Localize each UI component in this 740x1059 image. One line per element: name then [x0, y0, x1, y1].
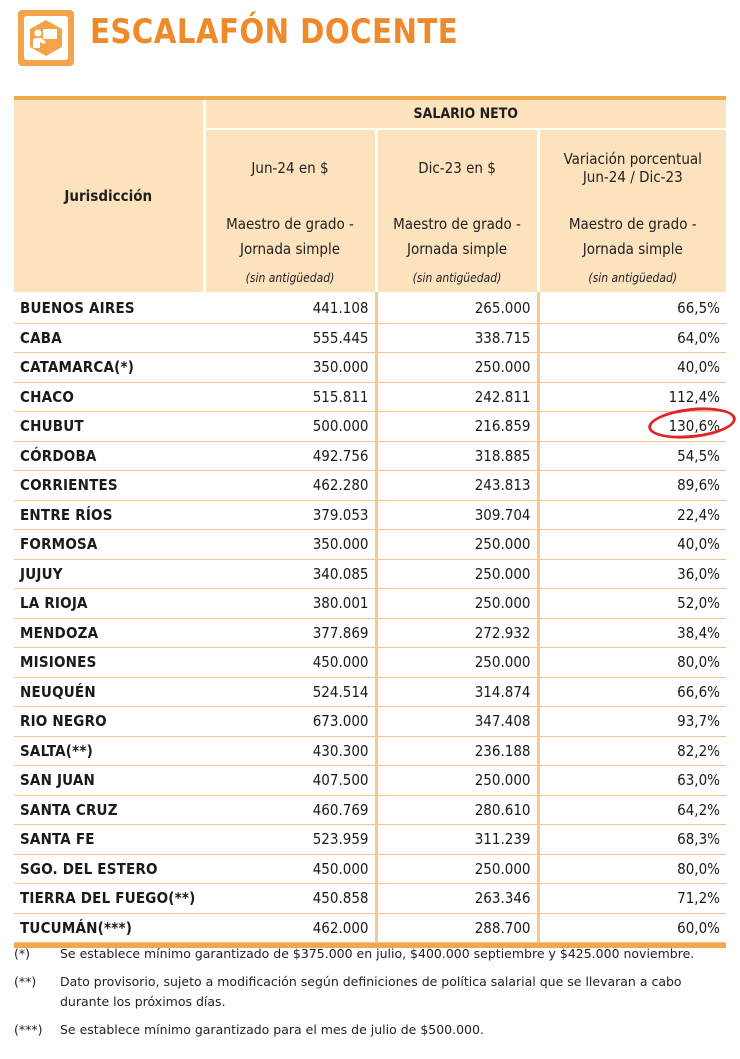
footnote-text: Se establece mínimo garantizado de $375.000 en julio, $400.000 septiembre y $425.000 noviembre.	[60, 946, 695, 961]
jun24-column-subheader: Maestro de grado - Jornada simple (sin antigüedad)	[204, 206, 376, 292]
dic23-salary-cell: 314.874	[376, 677, 538, 707]
net-salary-header: SALARIO NETO	[204, 100, 726, 129]
jurisdiction-cell: RIO NEGRO	[14, 707, 204, 737]
jun24-salary-cell: 441.108	[204, 292, 376, 323]
dic23-salary-cell: 250.000	[376, 648, 538, 678]
dic23-column-header: Dic-23 en $	[376, 129, 538, 206]
table-row	[14, 559, 726, 589]
variation-cell: 80,0%	[538, 854, 726, 884]
footnote-text: Se establece mínimo garantizado para el mes de julio de $500.000.	[60, 1022, 484, 1037]
dic23-salary-cell: 347.408	[376, 707, 538, 737]
jun24-salary-cell: 500.000	[204, 412, 376, 442]
dic23-salary-cell: 250.000	[376, 530, 538, 560]
jun24-salary-cell: 460.769	[204, 795, 376, 825]
variation-cell: 66,5%	[538, 292, 726, 323]
variation-column-header: Variación porcentual Jun-24 / Dic-23	[538, 129, 726, 206]
footnote	[14, 944, 726, 964]
variation-cell: 66,6%	[538, 677, 726, 707]
jurisdiction-header: Jurisdicción	[14, 100, 204, 292]
jurisdiction-cell: CABA	[14, 323, 204, 353]
table-row	[14, 677, 726, 707]
variation-cell: 80,0%	[538, 648, 726, 678]
table-header	[14, 100, 726, 292]
jun24-salary-cell: 555.445	[204, 323, 376, 353]
variation-cell: 112,4%	[538, 382, 726, 412]
variation-cell: 38,4%	[538, 618, 726, 648]
jurisdiction-cell: JUJUY	[14, 559, 204, 589]
jun24-salary-cell: 523.959	[204, 825, 376, 855]
jurisdiction-cell: MISIONES	[14, 648, 204, 678]
jurisdiction-cell: TUCUMÁN(***)	[14, 913, 204, 943]
page-header	[0, 0, 740, 80]
jurisdiction-cell: FORMOSA	[14, 530, 204, 560]
jun24-salary-cell: 673.000	[204, 707, 376, 737]
jun24-salary-cell: 430.300	[204, 736, 376, 766]
dic23-salary-cell: 250.000	[376, 353, 538, 383]
jurisdiction-cell: NEUQUÉN	[14, 677, 204, 707]
jun24-salary-cell: 380.001	[204, 589, 376, 619]
jun24-salary-cell: 350.000	[204, 530, 376, 560]
table-row	[14, 471, 726, 501]
variation-column-subheader: Maestro de grado - Jornada simple (sin antigüedad)	[538, 206, 726, 292]
dic23-salary-cell: 216.859	[376, 412, 538, 442]
jun24-salary-cell: 462.280	[204, 471, 376, 501]
dic23-salary-cell: 242.811	[376, 382, 538, 412]
jun24-column-header: Jun-24 en $	[204, 129, 376, 206]
jurisdiction-cell: BUENOS AIRES	[14, 292, 204, 323]
jurisdiction-cell: CATAMARCA(*)	[14, 353, 204, 383]
footnote-text: Dato provisorio, sujeto a modificación según definiciones de política salarial que se llevaran a cabo durante los próximos días.	[60, 974, 682, 1009]
table-row	[14, 412, 726, 442]
teacher-board-icon	[26, 18, 66, 58]
variation-cell: 71,2%	[538, 884, 726, 914]
dic23-salary-cell: 311.239	[376, 825, 538, 855]
table-row	[14, 441, 726, 471]
dic23-salary-cell: 243.813	[376, 471, 538, 501]
dic23-salary-cell: 309.704	[376, 500, 538, 530]
variation-cell: 64,0%	[538, 323, 726, 353]
variation-cell: 68,3%	[538, 825, 726, 855]
variation-cell: 82,2%	[538, 736, 726, 766]
table-row	[14, 500, 726, 530]
table-row	[14, 766, 726, 796]
dic23-salary-cell: 272.932	[376, 618, 538, 648]
variation-cell: 36,0%	[538, 559, 726, 589]
jun24-salary-cell: 379.053	[204, 500, 376, 530]
jurisdiction-cell: CHUBUT	[14, 412, 204, 442]
table-row	[14, 292, 726, 323]
table-row	[14, 589, 726, 619]
dic23-salary-cell: 250.000	[376, 854, 538, 884]
jurisdiction-cell: SANTA FE	[14, 825, 204, 855]
table-body	[14, 292, 726, 943]
table-row	[14, 530, 726, 560]
variation-cell: 22,4%	[538, 500, 726, 530]
variation-cell: 40,0%	[538, 530, 726, 560]
table-row	[14, 707, 726, 737]
logo	[18, 10, 74, 66]
jurisdiction-cell: CHACO	[14, 382, 204, 412]
table-row	[14, 648, 726, 678]
jurisdiction-cell: SGO. DEL ESTERO	[14, 854, 204, 884]
dic23-salary-cell: 338.715	[376, 323, 538, 353]
table-row	[14, 323, 726, 353]
jurisdiction-cell: CORRIENTES	[14, 471, 204, 501]
dic23-salary-cell: 280.610	[376, 795, 538, 825]
variation-cell: 60,0%	[538, 913, 726, 943]
dic23-salary-cell: 250.000	[376, 589, 538, 619]
variation-cell: 54,5%	[538, 441, 726, 471]
variation-cell: 89,6%	[538, 471, 726, 501]
salary-table	[14, 100, 726, 943]
table-row	[14, 913, 726, 943]
jurisdiction-cell: SAN JUAN	[14, 766, 204, 796]
jurisdiction-cell: MENDOZA	[14, 618, 204, 648]
jun24-salary-cell: 450.858	[204, 884, 376, 914]
variation-cell: 52,0%	[538, 589, 726, 619]
jun24-salary-cell: 450.000	[204, 854, 376, 884]
footnote-mark: (**)	[14, 974, 37, 989]
dic23-salary-cell: 236.188	[376, 736, 538, 766]
jun24-salary-cell: 340.085	[204, 559, 376, 589]
jun24-salary-cell: 492.756	[204, 441, 376, 471]
table-row	[14, 618, 726, 648]
dic23-column-subheader: Maestro de grado - Jornada simple (sin antigüedad)	[376, 206, 538, 292]
footnotes	[14, 944, 726, 1048]
jurisdiction-cell: SALTA(**)	[14, 736, 204, 766]
dic23-salary-cell: 263.346	[376, 884, 538, 914]
page-title: ESCALAFÓN DOCENTE	[90, 12, 459, 52]
table-row	[14, 382, 726, 412]
dic23-salary-cell: 250.000	[376, 559, 538, 589]
table-row	[14, 825, 726, 855]
dic23-salary-cell: 318.885	[376, 441, 538, 471]
variation-cell: 63,0%	[538, 766, 726, 796]
jun24-salary-cell: 462.000	[204, 913, 376, 943]
dic23-salary-cell: 250.000	[376, 766, 538, 796]
dic23-salary-cell: 265.000	[376, 292, 538, 323]
table-row	[14, 795, 726, 825]
table-row	[14, 854, 726, 884]
jun24-salary-cell: 515.811	[204, 382, 376, 412]
jurisdiction-cell: TIERRA DEL FUEGO(**)	[14, 884, 204, 914]
jurisdiction-cell: LA RIOJA	[14, 589, 204, 619]
variation-cell: 130,6%	[538, 412, 726, 442]
jun24-salary-cell: 524.514	[204, 677, 376, 707]
dic23-salary-cell: 288.700	[376, 913, 538, 943]
jun24-salary-cell: 377.869	[204, 618, 376, 648]
table-row	[14, 884, 726, 914]
variation-cell: 93,7%	[538, 707, 726, 737]
jurisdiction-cell: CÓRDOBA	[14, 441, 204, 471]
footnote-mark: (***)	[14, 1022, 43, 1037]
table-row	[14, 736, 726, 766]
footnote-mark: (*)	[14, 946, 31, 961]
footnote	[14, 1020, 726, 1040]
jun24-salary-cell: 450.000	[204, 648, 376, 678]
jun24-salary-cell: 407.500	[204, 766, 376, 796]
salary-table-container	[14, 96, 726, 948]
table-row	[14, 353, 726, 383]
variation-cell: 64,2%	[538, 795, 726, 825]
footnote	[14, 972, 726, 1012]
variation-cell: 40,0%	[538, 353, 726, 383]
jun24-salary-cell: 350.000	[204, 353, 376, 383]
jurisdiction-cell: ENTRE RÍOS	[14, 500, 204, 530]
jurisdiction-cell: SANTA CRUZ	[14, 795, 204, 825]
